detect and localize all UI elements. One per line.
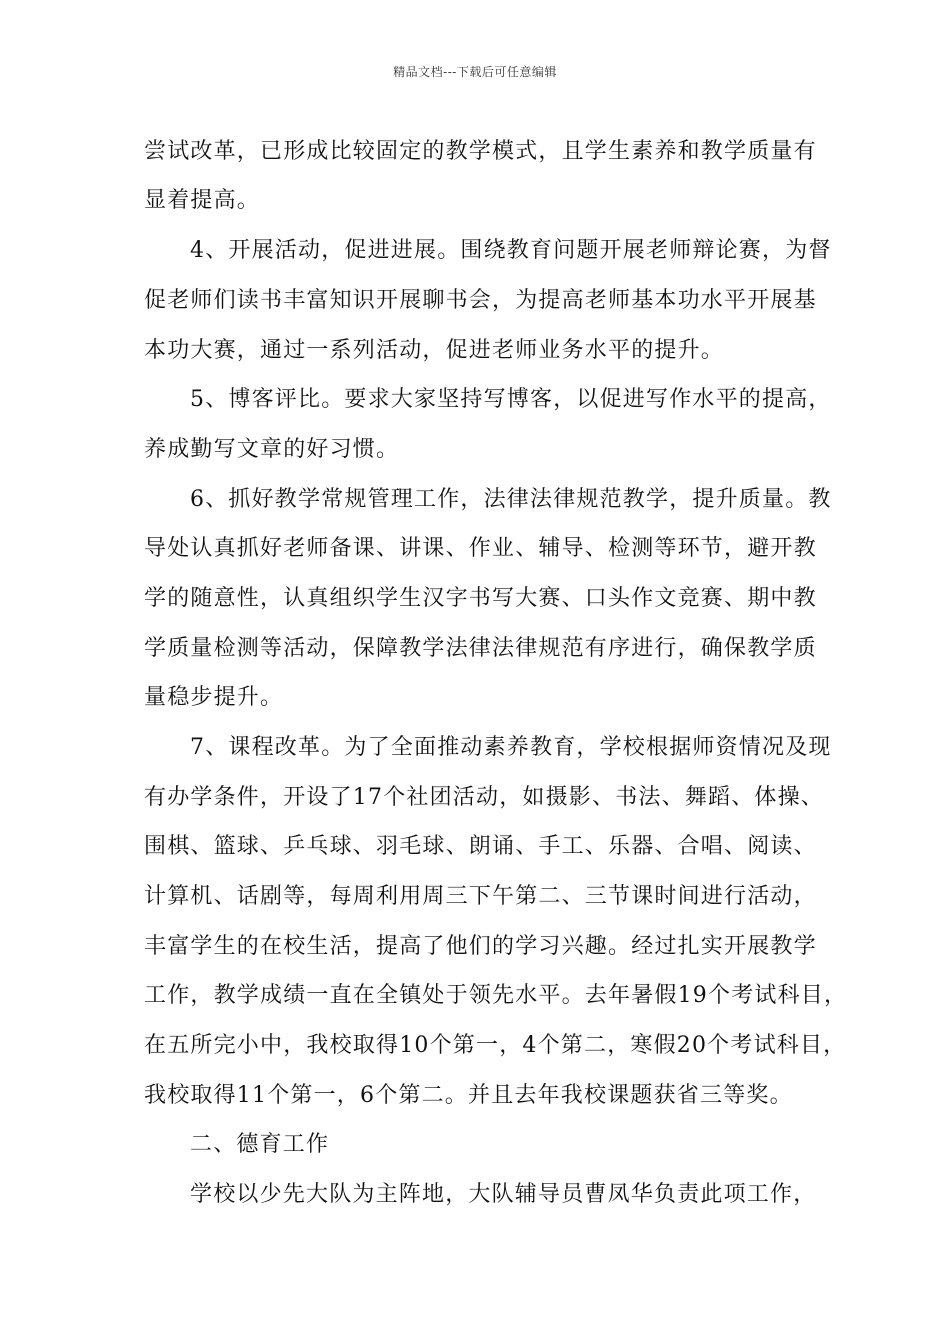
body-line: 学质量检测等活动，保障教学法律法律规范有序进行，确保教学质 [144, 636, 817, 661]
page-header: 精品文档---下载后可任意编辑 [393, 65, 557, 79]
body-line: 量稳步提升。 [144, 685, 284, 710]
body-line: 本功大赛，通过一系列活动，促进老师业务水平的提升。 [144, 338, 725, 363]
paragraph-first-line: 7、课程改革。为了全面推动素养教育，学校根据师资情况及现 [190, 735, 832, 760]
paragraph-first-line: 6、抓好教学常规管理工作，法律法律规范教学，提升质量。教 [190, 487, 832, 512]
body-line: 丰富学生的在校生活，提高了他们的学习兴趣。经过扎实开展教学 [144, 934, 817, 959]
body-line: 我校取得11个第一，6个第二。并且去年我校课题获省三等奖。 [144, 1083, 793, 1108]
paragraph-first-line: 5、博客评比。要求大家坚持写博客，以促进写作水平的提高， [190, 387, 832, 412]
paragraph-first-line: 学校以少先大队为主阵地，大队辅导员曹凤华负责此项工作， [190, 1182, 817, 1207]
body-line: 有办学条件，开设了17个社团活动，如摄影、书法、舞蹈、体操、 [144, 785, 824, 810]
body-line: 导处认真抓好老师备课、讲课、作业、辅导、检测等环节，避开教 [144, 536, 817, 561]
body-line: 显着提高。 [144, 188, 261, 213]
body-line: 计算机、话剧等，每周利用周三下午第二、三节课时间进行活动， [144, 884, 817, 909]
paragraph-first-line: 4、开展活动，促进进展。围绕教育问题开展老师辩论赛，为督 [190, 238, 832, 263]
body-line: 促老师们读书丰富知识开展聊书会，为提高老师基本功水平开展基 [144, 288, 817, 313]
body-line: 学的随意性，认真组织学生汉字书写大赛、口头作文竞赛、期中教 [144, 586, 817, 611]
section-heading: 二、德育工作 [190, 1132, 330, 1157]
body-line: 工作，教学成绩一直在全镇处于领先水平。去年暑假19个考试科目， [144, 983, 848, 1008]
body-line: 养成勤写文章的好习惯。 [144, 437, 400, 462]
body-line: 尝试改革，已形成比较固定的教学模式，且学生素养和教学质量有 [144, 139, 817, 164]
body-line: 围棋、篮球、乒乓球、羽毛球、朗诵、手工、乐器、合唱、阅读、 [144, 834, 817, 859]
body-line: 在五所完小中，我校取得10个第一，4个第二，寒假20个考试科目， [144, 1033, 847, 1058]
